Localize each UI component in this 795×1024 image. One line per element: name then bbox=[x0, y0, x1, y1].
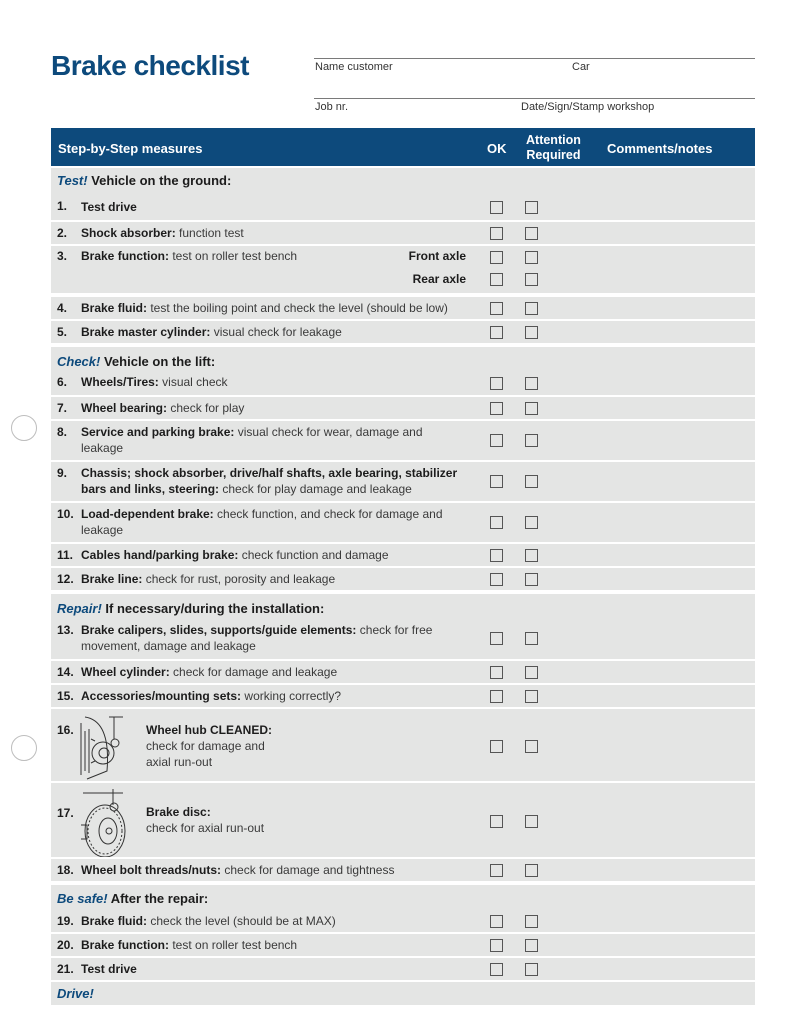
attention-checkbox[interactable] bbox=[525, 326, 538, 339]
item-desc: check the level (should be at MAX) bbox=[147, 914, 336, 928]
ok-checkbox[interactable] bbox=[490, 326, 503, 339]
checklist-row bbox=[51, 503, 755, 542]
item-bold: Service and parking brake: bbox=[81, 425, 235, 439]
item-bold: Brake line: bbox=[81, 572, 143, 586]
attention-checkbox[interactable] bbox=[525, 915, 538, 928]
item-number: 19. bbox=[57, 914, 74, 928]
field-line-bottom bbox=[314, 98, 755, 99]
page-title: Brake checklist bbox=[51, 50, 249, 81]
item-bold: Wheel bolt threads/nuts: bbox=[81, 863, 222, 877]
rear-axle-attention-checkbox[interactable] bbox=[525, 273, 538, 286]
item-desc: check for free movement, damage and leakage bbox=[81, 623, 433, 653]
item-desc: working correctly? bbox=[241, 689, 342, 703]
checklist-row bbox=[51, 373, 755, 395]
item-number: 9. bbox=[57, 466, 68, 480]
item-number: 16. bbox=[57, 723, 74, 737]
item-desc: check function and damage bbox=[238, 548, 389, 562]
checklist-row bbox=[51, 544, 755, 566]
item-desc: check function, and check for damage and leakage bbox=[81, 507, 443, 537]
item-desc: test on roller test bench bbox=[169, 938, 298, 952]
item-desc: check for play damage and leakage bbox=[219, 482, 412, 496]
section-title bbox=[57, 986, 94, 1001]
item-text bbox=[81, 913, 476, 929]
item-desc: check for damage and bbox=[146, 739, 265, 753]
section-footer bbox=[51, 982, 755, 1005]
checklist-row bbox=[51, 194, 755, 220]
attention-checkbox[interactable] bbox=[525, 377, 538, 390]
name-customer-label: Name customer bbox=[315, 61, 393, 73]
item-bold: Load-dependent brake: bbox=[81, 507, 214, 521]
section-emphasis: Repair! bbox=[57, 601, 102, 616]
checklist-row bbox=[51, 934, 755, 956]
item-desc: visual check for leakage bbox=[210, 325, 342, 339]
item-bold: Brake calipers, slides, supports/guide elements: bbox=[81, 623, 357, 637]
item-number: 15. bbox=[57, 689, 74, 703]
item-text bbox=[81, 688, 476, 704]
field-line-top bbox=[314, 58, 755, 59]
item-bold: Brake function: bbox=[81, 249, 170, 263]
item-desc: visual check bbox=[158, 375, 228, 389]
item-number: 13. bbox=[57, 623, 74, 637]
checklist-row bbox=[51, 421, 755, 460]
section-text: Vehicle on the lift: bbox=[100, 354, 216, 369]
item-desc: check for axial run-out bbox=[146, 821, 265, 835]
ok-checkbox[interactable] bbox=[490, 666, 503, 679]
ok-checkbox[interactable] bbox=[490, 740, 503, 753]
attention-checkbox[interactable] bbox=[525, 740, 538, 753]
item-number: 6. bbox=[57, 375, 68, 389]
item-text bbox=[146, 722, 272, 770]
checklist-row bbox=[51, 297, 755, 319]
ok-checkbox[interactable] bbox=[490, 549, 503, 562]
ok-checkbox[interactable] bbox=[490, 815, 503, 828]
attention-checkbox[interactable] bbox=[525, 864, 538, 877]
ok-checkbox[interactable] bbox=[490, 939, 503, 952]
item-text bbox=[81, 862, 476, 878]
front-axle-ok-checkbox[interactable] bbox=[490, 251, 503, 264]
car-label: Car bbox=[572, 61, 590, 73]
punch-hole bbox=[11, 735, 37, 761]
checklist-row bbox=[51, 397, 755, 419]
item-desc-line2: axial run-out bbox=[146, 755, 213, 769]
item-bold: Accessories/mounting sets: bbox=[81, 689, 242, 703]
header-attention-line1: Attention bbox=[526, 133, 581, 147]
item-number: 18. bbox=[57, 863, 74, 877]
header-attention bbox=[526, 133, 581, 163]
item-bold: Wheel cylinder: bbox=[81, 665, 170, 679]
checklist-row bbox=[51, 909, 755, 932]
attention-checkbox[interactable] bbox=[525, 939, 538, 952]
job-nr-label: Job nr. bbox=[315, 101, 349, 113]
item-text bbox=[81, 324, 476, 340]
section-emphasis: Be safe! bbox=[57, 891, 108, 906]
checklist-row bbox=[51, 620, 755, 659]
wheel-hub-illustration bbox=[77, 711, 127, 781]
checklist-row bbox=[51, 783, 755, 857]
section-emphasis: Test! bbox=[57, 173, 88, 188]
header-attention-line2: Required bbox=[526, 148, 581, 162]
attention-checkbox[interactable] bbox=[525, 573, 538, 586]
item-bold: Shock absorber: bbox=[81, 226, 176, 240]
item-text bbox=[81, 506, 481, 538]
section-title bbox=[57, 601, 324, 616]
ok-checkbox[interactable] bbox=[490, 475, 503, 488]
checklist-row bbox=[51, 222, 755, 244]
attention-checkbox[interactable] bbox=[525, 201, 538, 214]
item-bold: Wheels/Tires: bbox=[81, 375, 159, 389]
item-text bbox=[81, 465, 481, 497]
item-text bbox=[81, 961, 476, 977]
attention-checkbox[interactable] bbox=[525, 690, 538, 703]
item-number: 3. bbox=[57, 249, 68, 263]
item-text bbox=[81, 225, 476, 241]
item-bold: Wheel bearing: bbox=[81, 401, 168, 415]
item-bold: Brake fluid: bbox=[81, 301, 148, 315]
front-axle-attention-checkbox[interactable] bbox=[525, 251, 538, 264]
attention-checkbox[interactable] bbox=[525, 963, 538, 976]
checklist-row bbox=[51, 321, 755, 343]
attention-checkbox[interactable] bbox=[525, 227, 538, 240]
item-bold: Chassis; shock absorber, drive/half shafts, axle bearing, stabilizer bars and links, steering: bbox=[81, 466, 458, 496]
section-header bbox=[51, 885, 755, 909]
attention-checkbox[interactable] bbox=[525, 666, 538, 679]
checklist-table bbox=[51, 128, 755, 1005]
checklist-row bbox=[51, 958, 755, 980]
item-text bbox=[81, 400, 476, 416]
header-comments: Comments/notes bbox=[607, 141, 713, 156]
item-text bbox=[81, 300, 501, 316]
section-header bbox=[51, 594, 755, 620]
checklist-row bbox=[51, 859, 755, 881]
item-number: 5. bbox=[57, 325, 68, 339]
ok-checkbox[interactable] bbox=[490, 690, 503, 703]
header-ok: OK bbox=[487, 141, 507, 156]
item-desc: check for damage and leakage bbox=[169, 665, 338, 679]
header-measures: Step-by-Step measures bbox=[58, 141, 203, 156]
item-desc: test on roller test bench bbox=[169, 249, 298, 263]
attention-checkbox[interactable] bbox=[525, 516, 538, 529]
brake-disc-illustration bbox=[77, 785, 127, 857]
ok-checkbox[interactable] bbox=[490, 201, 503, 214]
checklist-row bbox=[51, 568, 755, 590]
item-number: 8. bbox=[57, 425, 68, 439]
item-number: 11. bbox=[57, 548, 74, 562]
section-title bbox=[57, 891, 208, 906]
section-header bbox=[51, 168, 755, 194]
attention-checkbox[interactable] bbox=[525, 632, 538, 645]
item-text bbox=[81, 622, 461, 654]
item-number: 2. bbox=[57, 226, 68, 240]
item-number: 14. bbox=[57, 665, 74, 679]
item-bold: Cables hand/parking brake: bbox=[81, 548, 239, 562]
section-emphasis: Drive! bbox=[57, 986, 94, 1001]
attention-checkbox[interactable] bbox=[525, 815, 538, 828]
section-title bbox=[57, 354, 215, 369]
item-number: 10. bbox=[57, 507, 74, 521]
ok-checkbox[interactable] bbox=[490, 227, 503, 240]
item-text bbox=[81, 937, 476, 953]
attention-checkbox[interactable] bbox=[525, 475, 538, 488]
item-desc: test the boiling point and check the level (should be low) bbox=[147, 301, 448, 315]
item-text bbox=[81, 199, 476, 215]
item-desc: visual check for wear, damage and leakage bbox=[81, 425, 423, 455]
ok-checkbox[interactable] bbox=[490, 573, 503, 586]
item-number: 17. bbox=[57, 806, 74, 820]
table-header bbox=[51, 128, 755, 166]
section-text: Vehicle on the ground: bbox=[87, 173, 232, 188]
attention-checkbox[interactable] bbox=[525, 549, 538, 562]
item-desc: check for rust, porosity and leakage bbox=[142, 572, 336, 586]
item-number: 12. bbox=[57, 572, 74, 586]
ok-checkbox[interactable] bbox=[490, 516, 503, 529]
item-bold: Brake function: bbox=[81, 938, 170, 952]
item-desc: function test bbox=[175, 226, 244, 240]
item-text bbox=[81, 374, 476, 390]
ok-checkbox[interactable] bbox=[490, 963, 503, 976]
attention-checkbox[interactable] bbox=[525, 434, 538, 447]
item-bold: Brake disc: bbox=[146, 805, 211, 819]
attention-checkbox[interactable] bbox=[525, 302, 538, 315]
section-header bbox=[51, 347, 755, 373]
item-bold: Wheel hub CLEANED: bbox=[146, 723, 272, 737]
ok-checkbox[interactable] bbox=[490, 915, 503, 928]
item-number: 21. bbox=[57, 962, 74, 976]
item-text bbox=[81, 424, 461, 456]
item-bold: Brake fluid: bbox=[81, 914, 148, 928]
ok-checkbox[interactable] bbox=[490, 302, 503, 315]
item-number: 4. bbox=[57, 301, 68, 315]
item-number: 7. bbox=[57, 401, 68, 415]
item-bold: Test drive bbox=[81, 962, 137, 976]
item-desc: check for damage and tightness bbox=[221, 863, 395, 877]
checklist-row bbox=[51, 462, 755, 501]
item-text bbox=[81, 664, 476, 680]
checklist-row bbox=[51, 709, 755, 781]
section-text: If necessary/during the installation: bbox=[101, 601, 325, 616]
date-sign-stamp-label: Date/Sign/Stamp workshop bbox=[521, 101, 655, 113]
rear-axle-ok-checkbox[interactable] bbox=[490, 273, 503, 286]
rear-axle-label: Rear axle bbox=[412, 272, 466, 286]
item-text bbox=[146, 804, 264, 836]
item-desc: check for play bbox=[167, 401, 245, 415]
item-number: 1. bbox=[57, 199, 68, 213]
ok-checkbox[interactable] bbox=[490, 864, 503, 877]
section-title bbox=[57, 173, 231, 188]
ok-checkbox[interactable] bbox=[490, 632, 503, 645]
ok-checkbox[interactable] bbox=[490, 377, 503, 390]
section-emphasis: Check! bbox=[57, 354, 101, 369]
punch-hole bbox=[11, 415, 37, 441]
checklist-row bbox=[51, 661, 755, 683]
checklist-row bbox=[51, 246, 755, 293]
item-text bbox=[81, 571, 476, 587]
front-axle-label: Front axle bbox=[408, 249, 466, 263]
item-number: 20. bbox=[57, 938, 74, 952]
section-text: After the repair: bbox=[107, 891, 209, 906]
attention-checkbox[interactable] bbox=[525, 402, 538, 415]
ok-checkbox[interactable] bbox=[490, 402, 503, 415]
checklist-row bbox=[51, 685, 755, 707]
item-bold: Brake master cylinder: bbox=[81, 325, 211, 339]
ok-checkbox[interactable] bbox=[490, 434, 503, 447]
item-bold: Test drive bbox=[81, 200, 137, 214]
item-text bbox=[81, 547, 476, 563]
